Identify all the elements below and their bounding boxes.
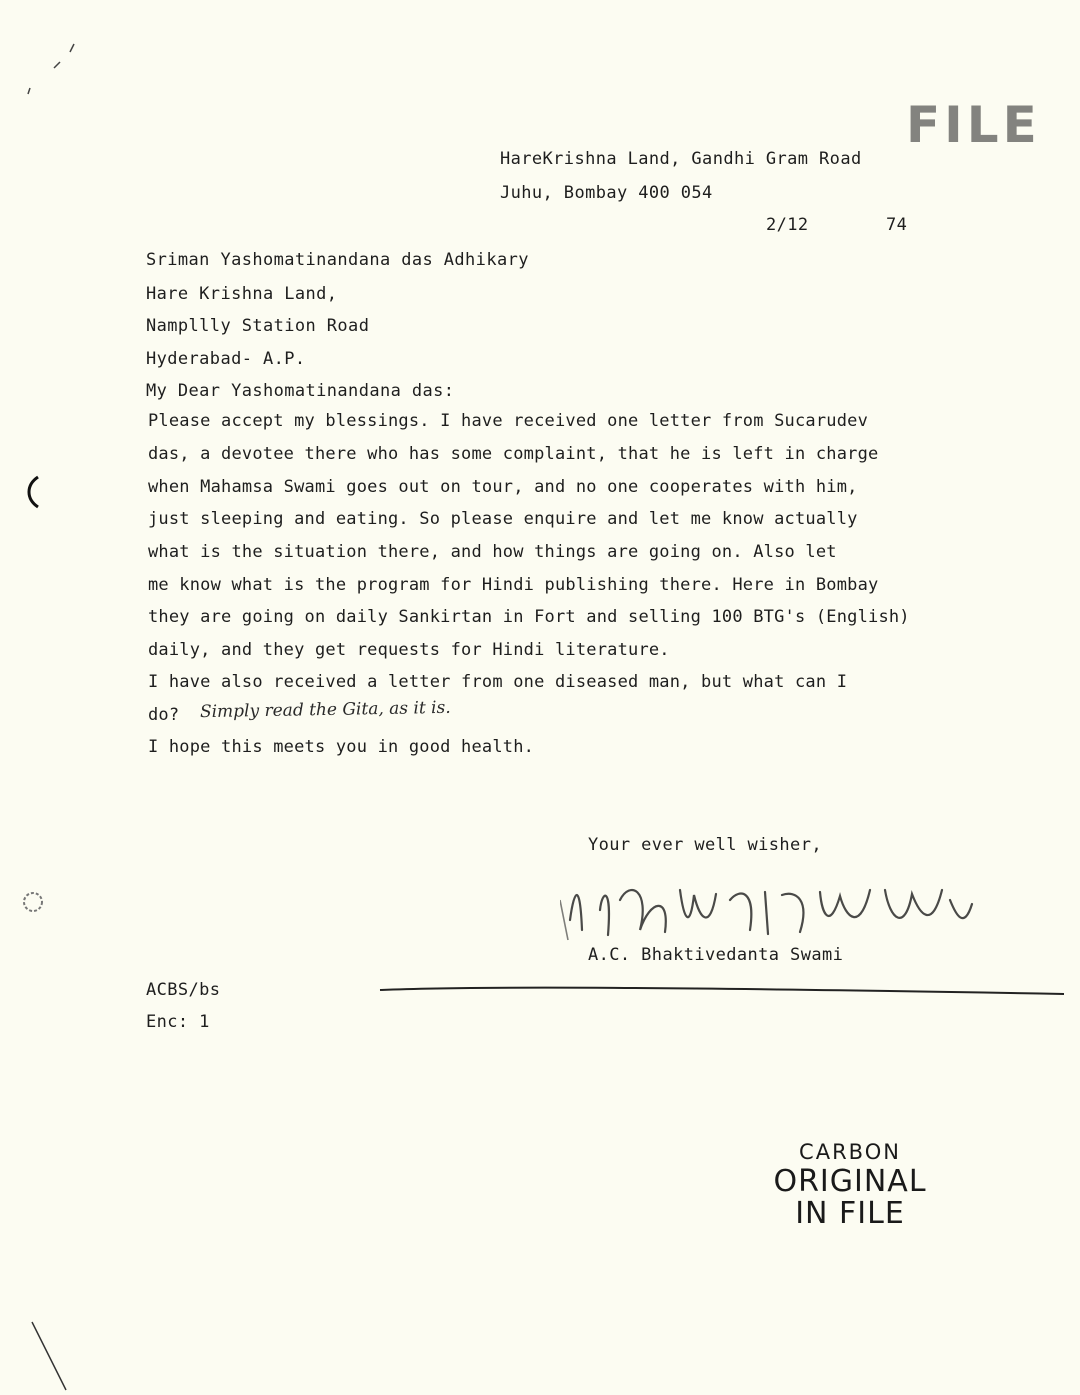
signature-name: A.C. Bhaktivedanta Swami [588, 945, 844, 965]
divider-line [378, 982, 1068, 998]
punch-hole-mark [18, 888, 48, 916]
recipient-address-2: Nampllly Station Road [146, 316, 370, 336]
stamp-line-in-file: IN FILE [795, 1196, 905, 1231]
body-line: das, a devotee there who has some complaint, that he is left in charge [148, 444, 879, 464]
body-line: just sleeping and eating. So please enquire and let me know actually [148, 509, 858, 529]
carbon-original-stamp [760, 1140, 940, 1240]
stamp-line-carbon: CARBON [799, 1140, 901, 1164]
body-line-last-typed: do? [148, 705, 180, 725]
signature-scribble [560, 860, 980, 950]
body-line: Please accept my blessings. I have received one letter from Sucarudev [148, 411, 869, 431]
sender-address-line-1: HareKrishna Land, Gandhi Gram Road [500, 149, 862, 169]
bottom-left-scratch-mark [30, 1320, 70, 1395]
stamp-line-original: ORIGINAL [773, 1164, 927, 1199]
body-line: me know what is the program for Hindi publishing there. Here in Bombay [148, 575, 879, 595]
reference-initials: ACBS/bs [146, 980, 221, 1000]
body-line: when Mahamsa Swami goes out on tour, and no one cooperates with him, [148, 477, 858, 497]
date-year: 74 [886, 215, 908, 235]
sender-address-line-2: Juhu, Bombay 400 054 [500, 183, 713, 203]
body-line: daily, and they get requests for Hindi literature. [148, 640, 670, 660]
body-line: they are going on daily Sankirtan in Fort and selling 100 BTG's (English) [148, 607, 910, 627]
left-margin-bracket-mark [22, 475, 44, 509]
body-line: what is the situation there, and how things are going on. Also let [148, 542, 837, 562]
closing-salutation: Your ever well wisher, [588, 835, 822, 855]
date-day-month: 2/12 [766, 215, 809, 235]
enclosure-count: Enc: 1 [146, 1012, 210, 1032]
closing-line: I hope this meets you in good health. [148, 737, 535, 757]
top-left-scratch-mark [24, 38, 84, 98]
handwritten-note: Simply read the Gita, as it is. [199, 697, 451, 723]
body-line: I have also received a letter from one diseased man, but what can I [148, 672, 848, 692]
salutation: My Dear Yashomatinandana das: [146, 381, 455, 401]
file-stamp: FILE [906, 96, 1041, 154]
recipient-address-3: Hyderabad- A.P. [146, 349, 306, 369]
recipient-name: Sriman Yashomatinandana das Adhikary [146, 250, 529, 270]
recipient-address-1: Hare Krishna Land, [146, 284, 338, 304]
